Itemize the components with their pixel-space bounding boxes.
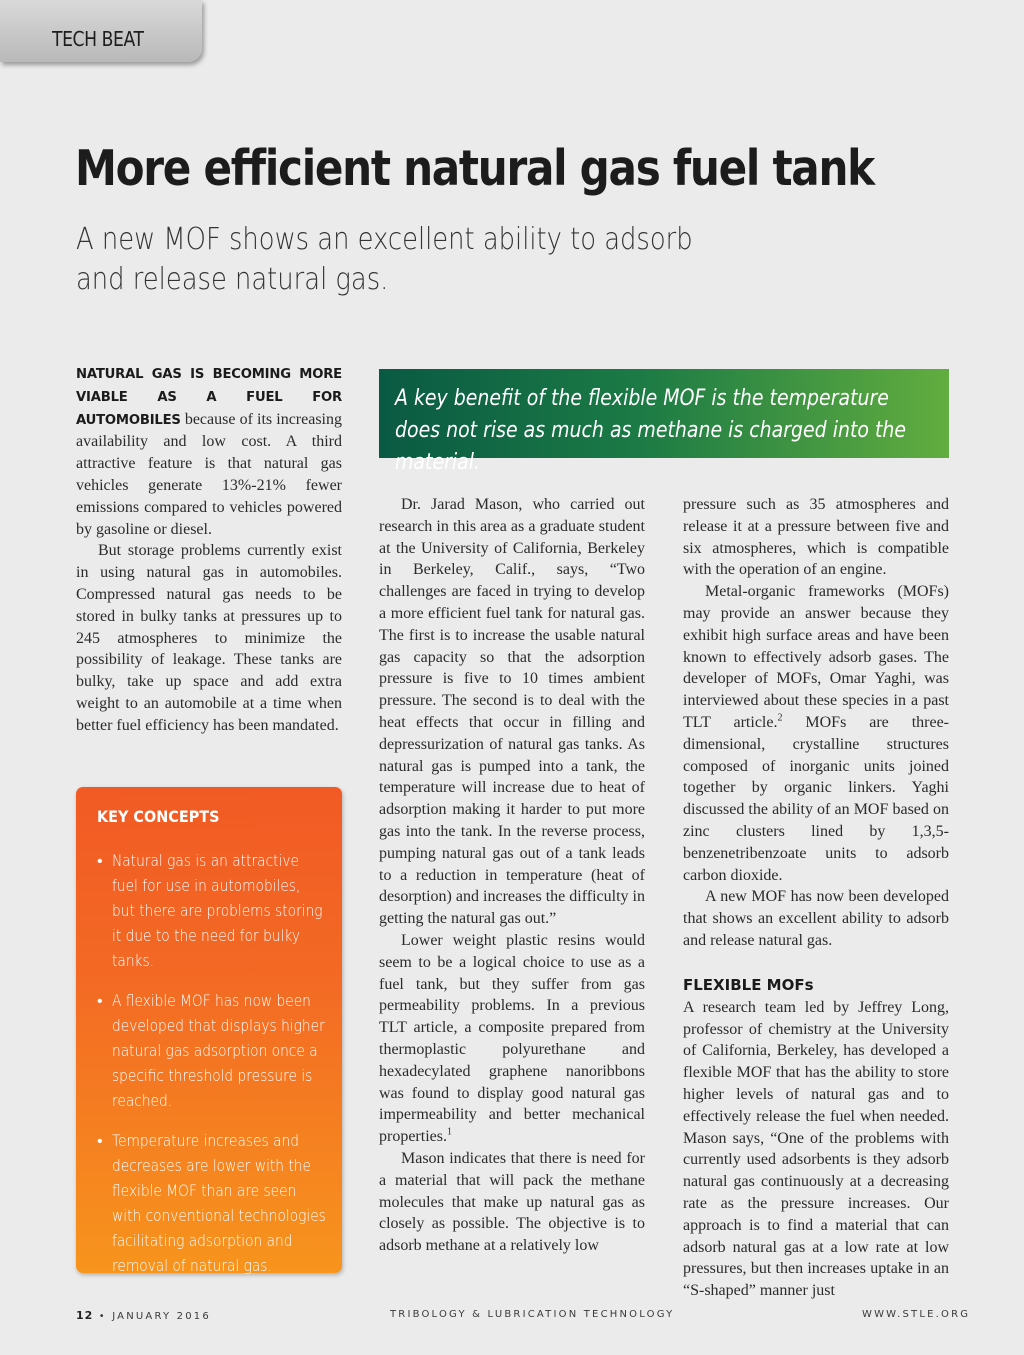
paragraph: A new MOF has now been developed that shows an excellent ability to adsorb and release natural gas. [683, 888, 949, 949]
bullet-icon: • [97, 1131, 103, 1150]
key-concepts-box [76, 787, 342, 1273]
paragraph-intro [76, 363, 342, 540]
key-concepts-title: KEY CONCEPTS [97, 807, 220, 826]
section-tab [0, 0, 202, 62]
key-concept-item: • A flexible MOF has now been developed that displays higher natural gas adsorption once a specific threshold pressure is reached. [97, 988, 342, 1113]
paragraph: pressure such as 35 atmospheres and release it at a pressure between five and six atmospheres, which is compatible with the operation of an engine. [683, 496, 949, 579]
key-concept-item: • Natural gas is an attractive fuel for use in automobiles, but there are problems storing it due to the need for bulky tanks. [97, 848, 342, 973]
intro-text: because of its increasing availability and low cost. A third attractive feature is that natural gas vehicles generate 13%-21% fewer emissions compared to vehicles powered by gasoline or diesel. [76, 410, 342, 538]
column-2 [379, 494, 645, 1257]
paragraph: A research team led by Jeffrey Long, professor of chemistry at the University of California, Berkeley, has developed a flexible MOF that has the ability to store higher levels of natural gas and to effectively release the fuel when needed. Mason says, “One of the problems with currently used adsorbents is they adsorb natural gas continuously at a decreasing rate as the pressure increases. Our approach is to find a material that can adsorb natural gas at a low rate at low pressures, but then increases uptake in an “S-shaped” manner just [683, 998, 949, 1300]
paragraph: But storage problems currently exist in using natural gas in automobiles. Compressed natural gas needs to be stored in bulky tanks at pressures up to 245 atmospheres to minimize the possibility of leakage. These tanks are bulky, take up space and add extra weight to an automobile at a time when better fuel efficiency has been mandated. [76, 542, 342, 734]
paragraph: Mason indicates that there is need for a material that will pack the methane molecules that make up natural gas as closely as possible. The objective is to adsorb methane at a relatively low [379, 1149, 645, 1255]
footnote-ref: 2 [777, 712, 783, 724]
footnote-ref: 1 [446, 1126, 452, 1138]
publication-name: TRIBOLOGY & LUBRICATION TECHNOLOGY [390, 1309, 675, 1320]
pull-quote: A key benefit of the flexible MOF is the temperature does not rise as much as methane is charged into the material. [395, 386, 907, 475]
bullet-icon: • [97, 991, 103, 1010]
paragraph: Dr. Jarad Mason, who carried out research in this area as a graduate student at the University of California, Berkeley in Berkeley, Calif., says, “Two challenges are faced in trying to develop a more efficient fuel tank for natural gas. The first is to increase the usable natural gas capacity so that the adsorption pressure is five to 10 times ambient pressure. The second is to deal with the heat effects that occur in filling and depressurization of natural gas tanks. As natural gas is pumped into a tank, the temperature will increase due to heat of adsorption making it harder to put more gas into the tank. In the reverse process, pumping natural gas out of a tank leads to a reduction in temperature (heat of desorption) and increases the difficulty in getting the natural gas out.” [379, 496, 645, 928]
page-number: 12 [76, 1309, 94, 1322]
issue-date: JANUARY 2016 [112, 1311, 211, 1322]
lead-in-text: NATURAL GAS IS BECOMING MORE VIABLE AS A FUEL FOR AUTOMOBILES [76, 367, 342, 428]
footer-separator: • [98, 1311, 107, 1322]
key-concept-item: • Temperature increases and decreases are lower with the flexible MOF than are seen with conventional technologies facilitating adsorption and removal of natural gas. [97, 1128, 342, 1278]
pull-quote-box [379, 369, 949, 475]
paragraph: Lower weight plastic resins would seem to be a logical choice to use as a fuel tank, but they suffer from gas permeability problems. In a previous TLT article, a composite prepared from thermoplastic polyurethane and hexadecylated graphene nanoribbons was found to display good natural gas impermeability and better mechanical properties.$^1$ [379, 931, 645, 1146]
deck-subtitle: A new MOF shows an excellent ability to adsorb and release natural gas. [76, 222, 693, 297]
key-concepts-list [97, 848, 342, 1278]
headline: More efficient natural gas fuel tank [75, 140, 874, 197]
column-3 [683, 494, 949, 1302]
bullet-icon: • [97, 851, 103, 870]
paragraph: Metal-organic frameworks (MOFs) may provide an answer because they exhibit high surface areas and have been known to effectively adsorb gases. The developer of MOFs, Omar Yaghi, was interviewed about these species in a past TLT article.$^2$ MOFs are three-dimensional, crystalline structures composed of inorganic units joined together by organic linkers. Yaghi discussed the ability of an MOF based on zinc clusters lined by 1,3,5-benzenetribenzoate units to adsorb carbon dioxide. [683, 583, 949, 884]
footer-page-info [76, 1309, 211, 1322]
section-subhead: FLEXIBLE MOFs [683, 975, 814, 994]
website-url: WWW.STLE.ORG [862, 1309, 971, 1320]
column-1 [76, 363, 342, 737]
section-tab-label: TECH BEAT [52, 27, 144, 51]
